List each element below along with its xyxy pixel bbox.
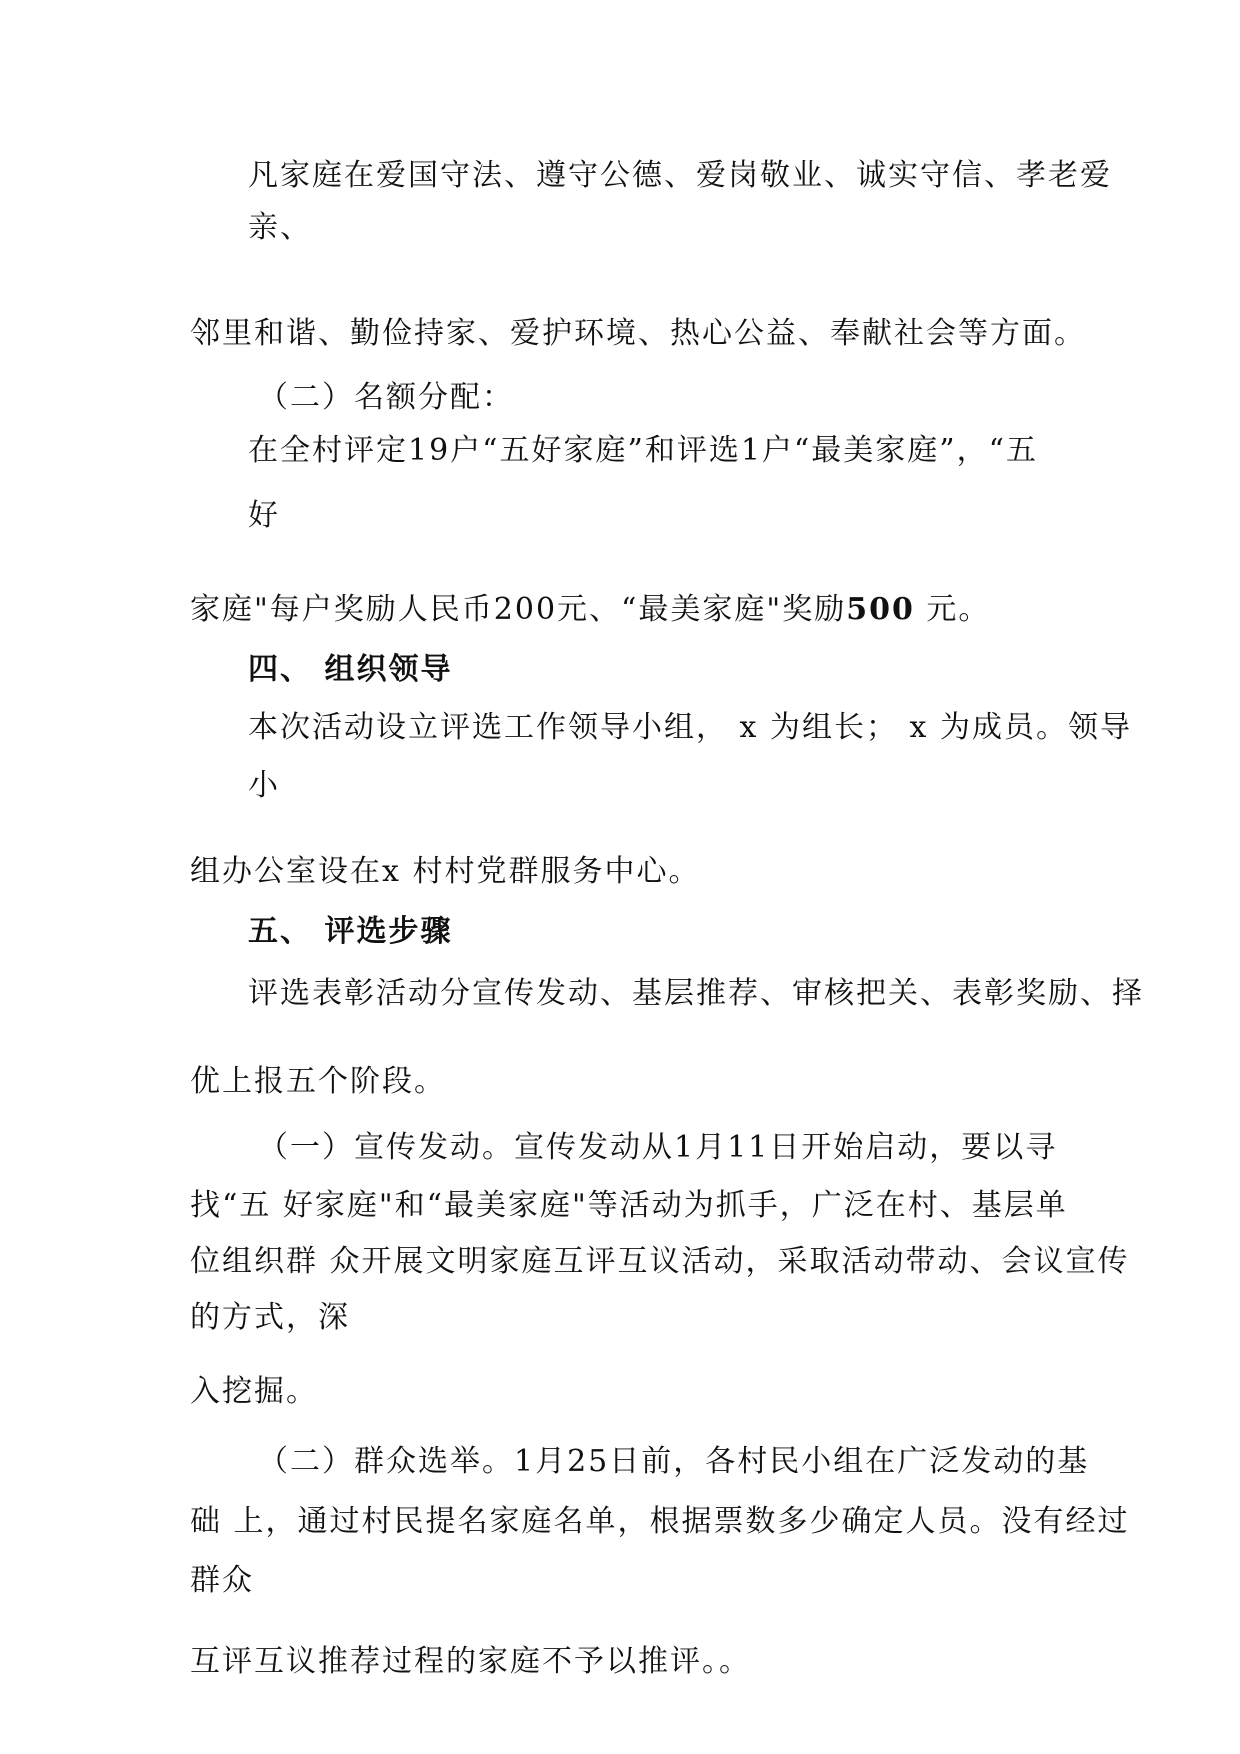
paragraph-line: 评选表彰活动分宣传发动、基层推荐、审核把关、表彰奖励、择 bbox=[248, 976, 1144, 1011]
paragraph-line: 组办公室设在x 村村党群服务中心。 bbox=[190, 854, 701, 889]
paragraph-line: 群众 bbox=[190, 1563, 254, 1598]
award-text: 家庭"每户奖励人民币200元、“最美家庭"奖励 bbox=[190, 592, 847, 627]
paragraph-line: 本次活动设立评选工作领导小组， x 为组长； x 为成员。领导 bbox=[248, 710, 1132, 745]
award-amount: 500 bbox=[846, 592, 915, 627]
section-heading-leadership: 四、 组织领导 bbox=[248, 652, 453, 687]
paragraph-line: 优上报五个阶段。 bbox=[190, 1064, 446, 1099]
paragraph-line: 找“五 好家庭"和“最美家庭"等活动为抓手，广泛在村、基层单 bbox=[190, 1188, 1068, 1223]
paragraph-line: 邻里和谐、勤俭持家、爱护环境、热心公益、奉献社会等方面。 bbox=[190, 316, 1086, 351]
paragraph-line: 好 bbox=[248, 498, 280, 533]
paragraph-line: 在全村评定19户“五好家庭”和评选1户“最美家庭”，“五 bbox=[248, 433, 1038, 468]
paragraph-line bbox=[190, 590, 990, 630]
paragraph-line: 互评互议推荐过程的家庭不予以推评。。 bbox=[190, 1644, 751, 1679]
paragraph-line: 的方式，深 bbox=[190, 1300, 350, 1335]
paragraph-line: 小 bbox=[248, 768, 280, 803]
paragraph-line: 亲、 bbox=[248, 210, 312, 245]
award-unit: 元。 bbox=[914, 592, 991, 627]
paragraph-line: 位组织群 众开展文明家庭互评互议活动，采取活动带动、会议宣传 bbox=[190, 1244, 1130, 1279]
subheading-quota: （二）名额分配： bbox=[258, 380, 514, 415]
paragraph-line: 入挖掘。 bbox=[190, 1374, 318, 1409]
section-heading-steps: 五、 评选步骤 bbox=[248, 914, 453, 949]
paragraph-line: 凡家庭在爱国守法、遵守公德、爱岗敬业、诚实守信、孝老爱 bbox=[248, 158, 1112, 193]
paragraph-line: （二）群众选举。1月25日前，各村民小组在广泛发动的基 bbox=[258, 1444, 1090, 1479]
paragraph-line: （一）宣传发动。宣传发动从1月11日开始启动，要以寻 bbox=[258, 1130, 1058, 1165]
paragraph-line: 础 上，通过村民提名家庭名单，根据票数多少确定人员。没有经过 bbox=[190, 1504, 1130, 1539]
